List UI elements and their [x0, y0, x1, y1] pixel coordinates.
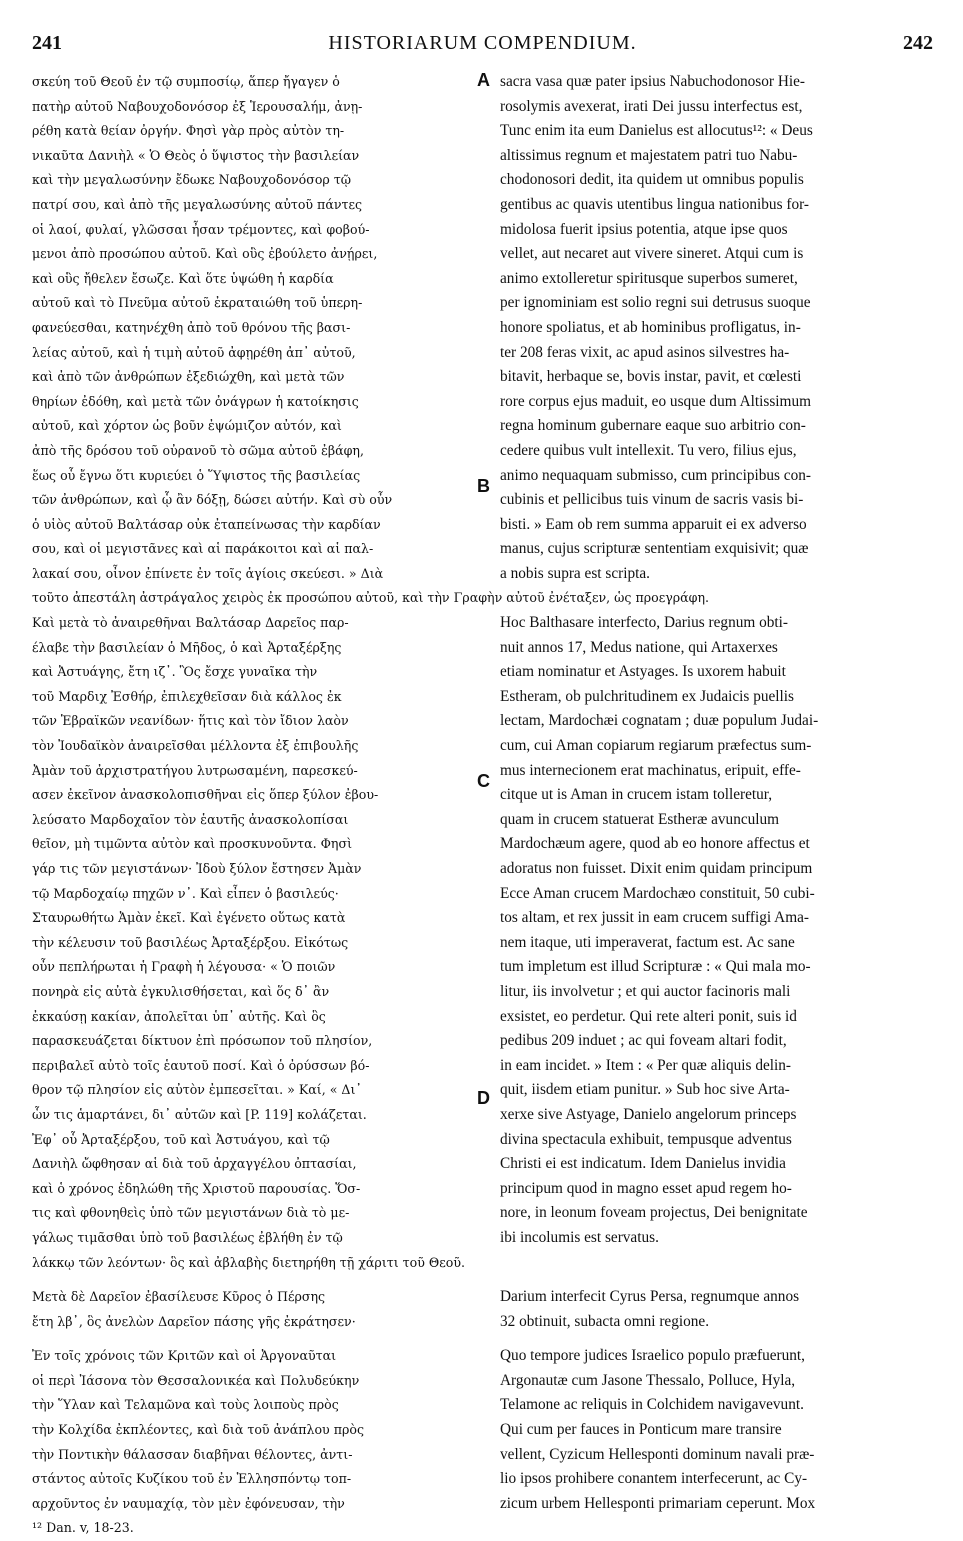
- text-line: etiam nominatur et Astyages. Is uxorem habuit: [500, 663, 786, 681]
- text-line: nuit annos 17, Medus natione, qui Artaxerxes: [500, 638, 778, 656]
- page-header: [32, 32, 933, 62]
- text-line: animo extolleretur spiritusque superbos sumeret,: [500, 269, 798, 287]
- left-page-number: 241: [32, 32, 62, 54]
- text-line: Hoc Balthasare interfecto, Darius regnum obti-: [500, 614, 788, 632]
- text-line: οὖν πεπλήρωται ἡ Γραφὴ ἡ λέγουσα· « Ὁ ποιῶν: [32, 959, 336, 975]
- text-line: sacra vasa quæ pater ipsius Nabuchodonosor Hie-: [500, 73, 806, 90]
- text-line: cubinis et pellicibus tuis vinum de sacris vasis bi-: [500, 491, 804, 509]
- text-line: gentibus ac quavis utentibus lingua nationibus for-: [500, 195, 809, 213]
- text-line: καὶ τὴν μεγαλωσύνην ἔδωκε Ναβουχοδονόσορ τῷ: [32, 172, 352, 188]
- text-line: Καὶ μετὰ τὸ ἀναιρεθῆναι Βαλτάσαρ Δαρεῖος παρ-: [32, 615, 349, 631]
- text-line: πατὴρ αὐτοῦ Ναβουχοδονόσορ ἐξ Ἱερουσαλήμ, ἀνῃ-: [32, 98, 363, 114]
- greek-paragraph-4: [32, 1344, 482, 1516]
- text-line: καὶ ὁ χρόνος ἐδηλώθη τῆς Χριστοῦ παρουσίας. Ὅσ-: [32, 1180, 361, 1196]
- text-line: Darium interfecit Cyrus Persa, regnumque annos: [500, 1288, 800, 1306]
- text-line: chodonosori dedit, ita quidem ut omnibus populis: [500, 171, 804, 189]
- text-line: xerxe sive Astyage, Danielo angelorum princeps: [500, 1105, 797, 1123]
- text-line: αὐτοῦ καὶ τὸ Πνεῦμα αὐτοῦ ἐκραταιώθη τοῦ ὑπερη-: [32, 295, 363, 311]
- text-line: nem itaque, uti imperaverat, factum est. Ac sane: [500, 933, 795, 951]
- text-line: ἐκκαύσῃ κακίαν, ἀπολεῖται ὑπ᾽ αὐτῆς. Καὶ ὃς: [32, 1008, 326, 1024]
- text-line: τὴν Ὕλαν καὶ Τελαμῶνα καὶ τοὺς λοιποὺς πρὸς: [32, 1397, 339, 1413]
- latin-paragraph-1: [500, 70, 932, 586]
- text-line: ασεν ἐκεῖνον ἀνασκολοπισθῆναι εἰς ὅπερ ξύλον ἐβου-: [32, 787, 379, 803]
- text-line: per ignominiam est solio regni sui detrusus suoque: [500, 294, 811, 312]
- text-line: θεῖον, μὴ τιμῶντα αὐτὸν καὶ προσκυνοῦντα. Φησὶ: [32, 836, 353, 852]
- text-line: bisti. » Eam ob rem summa apparuit ei ex adverso: [500, 515, 807, 533]
- text-line: αὐτοῦ, καὶ χόρτον ὡς βοῦν ἐψώμιζον αὐτόν, καὶ: [32, 418, 342, 434]
- text-line: adoratus non fuisset. Dixit enim quidam principum: [500, 860, 813, 877]
- text-line: pedibus 209 induet ; ac qui foveam altari fodit,: [500, 1032, 787, 1050]
- text-line: περιβαλεῖ αὐτὸ τοῖς ἑαυτοῦ ποσί. Καὶ ὁ ὀρύσσων βό-: [32, 1057, 370, 1073]
- text-line: Christi ei est indicatum. Idem Danielus invidia: [500, 1155, 786, 1173]
- text-line: τὴν Ποντικὴν θάλασσαν διαβῆναι θέλοντες, ἀντι-: [32, 1446, 353, 1462]
- text-line: τὸν Ἰουδαϊκὸν ἀναιρεῖσθαι μέλλοντα ἐξ ἐπιβουλῆς: [32, 738, 359, 754]
- text-line: rosolymis avexerat, irati Dei jussu interfectus est,: [500, 97, 803, 115]
- text-line: citque ut is Aman in crucem istam tolleretur,: [500, 786, 773, 804]
- latin-paragraph-2: [500, 611, 932, 1250]
- text-line: οἱ λαοί, φυλαί, γλῶσσαι ἦσαν τρέμοντες, καὶ φοβού-: [32, 221, 370, 237]
- text-line: 32 obtinuit, subacta omni regione.: [500, 1312, 710, 1330]
- text-line: Δανιὴλ ὤφθησαν αἱ διὰ τοῦ ἀρχαγγέλου ὀπτασίαι,: [32, 1156, 357, 1172]
- text-line: ρέθη κατὰ θείαν ὀργήν. Φησὶ γὰρ πρὸς αὐτὸν τη-: [32, 123, 345, 139]
- text-line: τὴν Κολχίδα ἐκπλέοντες, καὶ διὰ τοῦ ἀνάπλου πρὸς: [32, 1422, 365, 1438]
- text-line: a nobis supra est scripta.: [500, 564, 650, 582]
- text-line: ἔτη λβ᾽, ὃς ἀνελὼν Δαρεῖον πάσης γῆς ἐκράτησεν·: [32, 1313, 356, 1329]
- text-line: τῶν ἀνθρώπων, καὶ ᾧ ἂν δόξῃ, δώσει αὐτήν. Καὶ σὺ οὖν: [32, 492, 393, 508]
- text-line: cum, cui Aman copiarum regiarum præfectus sum-: [500, 737, 812, 755]
- text-line: τις καὶ φθονηθεὶς ὑπὸ τῶν μεγιστάνων διὰ τὸ με-: [32, 1205, 350, 1221]
- text-line: καὶ ἀπὸ τῶν ἀνθρώπων ἐξεδιώχθη, καὶ μετὰ τῶν: [32, 369, 345, 385]
- latin-paragraph-3: [500, 1285, 932, 1334]
- text-line: έλαβε τὴν βασιλείαν ὁ Μῆδος, ὁ καὶ Ἀρταξέρξης: [32, 639, 342, 655]
- text-line: vellet, aut necaret aut vivere sineret. Atqui cum is: [500, 245, 804, 263]
- text-line: Ecce Aman crucem Mardochæo constituit, 50 cubi-: [500, 884, 815, 902]
- text-line: Telamone ac reliquis in Colchidem navigavevunt.: [500, 1396, 804, 1414]
- text-line: παρασκευάζεται δίκτυον ἐπὶ πρόσωπον τοῦ πλησίον,: [32, 1033, 373, 1049]
- text-line: λακαί σου, οἶνον ἐπίνετε ἐν τοῖς ἁγίοις σκεύεσι. » Διὰ: [32, 565, 384, 581]
- text-line: zicum urbem Hellesponti primariam ceperunt. Mox: [500, 1494, 816, 1512]
- text-line: λάκκῳ τῶν λεόντων· ὃς καὶ ἀβλαβὴς διετηρήθη τῇ χάριτι τοῦ Θεοῦ.: [32, 1254, 465, 1270]
- text-line: vellent, Cyzicum Hellesponti dominum navali præ-: [500, 1445, 815, 1463]
- text-line: lectam, Mardochæi cognatam ; duæ populum Judai-: [500, 712, 819, 730]
- text-line: cedere quibus vult intellexit. Tu vero, filius ejus,: [500, 441, 797, 459]
- text-line: ter 208 feras vixit, ac apud asinos silvestres ha-: [500, 343, 790, 361]
- text-line: στάντος αὐτοῖς Κυζίκου τοῦ ἐν Ἑλλησπόντῳ τοπ-: [32, 1471, 352, 1487]
- text-line: honore spoliatus, et ab hominibus profligatus, in-: [500, 318, 801, 336]
- text-line: Mardochæum agere, quod ab eo honore affectus et: [500, 835, 810, 853]
- section-marker-a: A: [477, 70, 490, 90]
- text-line: litur, iis involvetur ; et qui auctor facinoris mali: [500, 982, 791, 1000]
- text-line: τοῦτο ἀπεστάλη ἀστράγαλος χειρὸς ἐκ προσώπου αὐτοῦ, καὶ τὴν Γραφὴν αὐτοῦ ἐνέταξεν, ὡς προεγράφη.: [32, 590, 710, 606]
- section-marker-b: B: [477, 476, 490, 496]
- text-line: γάλως τιμᾶσθαι ὑπὸ τοῦ βασιλέως ἐβλήθη ἐν τῷ: [32, 1229, 343, 1245]
- text-line: λείας αὐτοῦ, καὶ ἡ τιμὴ αὐτοῦ ἀφῃρέθη ἀπ᾽ αὐτοῦ,: [32, 344, 356, 360]
- text-line: Quo tempore judices Israelico populo præfuerunt,: [500, 1347, 806, 1365]
- text-line: οἱ περὶ Ἰάσονα τὸν Θεσσαλονικέα καὶ Πολυδεύκην: [32, 1372, 360, 1388]
- text-line: altissimus regnum et majestatem patri tuo Nabu-: [500, 146, 798, 164]
- text-line: regna hominum gubernare eaque suo arbitrio con-: [500, 417, 806, 435]
- text-line: ἕως οὗ ἔγνω ὅτι κυριεύει ὁ Ὕψιστος τῆς βασιλείας: [32, 467, 361, 483]
- text-line: τῶν Ἑβραϊκῶν νεανίδων· ἥτις καὶ τὸν ἴδιον λαὸν: [32, 713, 349, 729]
- text-line: ibi incolumis est servatus.: [500, 1228, 659, 1246]
- text-line: νικαῦτα Δανιὴλ « Ὁ Θεὸς ὁ ὕψιστος τὴν βασιλείαν: [32, 147, 360, 163]
- text-line: Ἐφ᾽ οὗ Ἀρταξέρξου, τοῦ καὶ Ἀστυάγου, καὶ τῷ: [32, 1131, 330, 1147]
- text-line: exsistet, eo perdetur. Qui rete alteri ponit, suis id: [500, 1007, 797, 1025]
- text-line: πονηρὰ εἰς αὐτὰ ἐγκυλισθήσεται, καὶ ὅς δ᾽ ἂν: [32, 983, 330, 999]
- text-line: manus, cujus scripturæ sententiam exquisivit; quæ: [500, 540, 809, 558]
- text-line: σου, καὶ οἱ μεγιστᾶνες καὶ αἱ παράκοιτοι καὶ αἱ παλ-: [32, 541, 374, 557]
- text-line: θηρίων ἐδόθη, καὶ μετὰ τῶν ὀνάγρων ἡ κατοίκησις: [32, 393, 359, 409]
- right-page-number: 242: [903, 32, 933, 54]
- text-line: Estheram, ob pulchritudinem ex Judaicis puellis: [500, 687, 794, 705]
- text-line: midolosa fuerit ipsius potentia, atque ipse quos: [500, 220, 788, 238]
- text-line: Σταυρωθήτω Ἀμὰν ἐκεῖ. Καὶ ἐγένετο οὕτως κατὰ: [32, 910, 346, 926]
- greek-paragraph-3: [32, 1285, 482, 1334]
- text-line: mus internecionem erat machinatus, eripuit, effe-: [500, 761, 801, 779]
- text-line: in eam incidet. » Item : « Per quæ aliquis delin-: [500, 1056, 792, 1074]
- text-line: tum impletum est illud Scripturæ : « Qui mala mo-: [500, 958, 811, 976]
- text-line: σκεύη τοῦ Θεοῦ ἐν τῷ συμποσίῳ, ἅπερ ἤγαγεν ὁ: [32, 74, 340, 89]
- text-line: Tunc enim ita eum Danielus est allocutus¹²: « Deus: [500, 122, 813, 140]
- text-line: Ἐν τοῖς χρόνοις τῶν Κριτῶν καὶ οἱ Ἀργοναῦται: [32, 1348, 337, 1364]
- text-line: λεύσατο Μαρδοχαῖον τὸν ἑαυτῆς ἀνασκολοπίσαι: [32, 811, 349, 827]
- running-title: HISTORIARUM COMPENDIUM.: [328, 32, 637, 54]
- text-line: ἀπὸ τῆς δρόσου τοῦ οὐρανοῦ τὸ σῶμα αὐτοῦ ἐβάφη,: [32, 442, 364, 458]
- latin-paragraph-4: [500, 1344, 932, 1516]
- text-line: principum quod in magno esset apud regem ho-: [500, 1179, 792, 1197]
- text-line: animo nequaquam submisso, cum principibus con-: [500, 466, 811, 484]
- text-line: καὶ Ἀστυάγης, ἔτη ιζ᾽. Ὃς ἔσχε γυναῖκα τὴν: [32, 664, 318, 680]
- text-line: τὴν κέλευσιν τοῦ βασιλέως Ἀρταξέρξου. Εἰκότως: [32, 934, 349, 950]
- text-line: μενοι ἀπὸ προσώπου αὐτοῦ. Καὶ οὓς ἐβούλετο ἀνῄρει,: [32, 246, 378, 262]
- text-line: πατρί σου, καὶ ἀπὸ τῆς μεγαλωσύνης αὐτοῦ πάντες: [32, 196, 363, 212]
- section-marker-c: C: [477, 771, 490, 791]
- latin-column: [500, 70, 932, 1516]
- text-line: Μετὰ δὲ Δαρεῖον ἐβασίλευσε Κῦρος ὁ Πέρσης: [32, 1289, 326, 1305]
- text-line: nore, in leonum foveam projectus, Dei benignitate: [500, 1204, 808, 1222]
- text-line: αρχοῦντος ἐν ναυμαχίᾳ, τὸν μὲν ἐφόνευσαν, τὴν: [32, 1495, 345, 1511]
- text-line: divina spectacula exhibuit, tempusque adventus: [500, 1130, 792, 1148]
- text-line: rore corpus ejus maduit, eo usque dum Altissimum: [500, 392, 812, 410]
- text-line: ὧν τις ἁμαρτάνει, δι᾽ αὐτῶν καὶ [P. 119] κολάζεται.: [32, 1106, 367, 1122]
- text-line: bitavit, herbaque se, bovis instar, pavit, et cœlesti: [500, 368, 802, 386]
- text-line: ὁ υἱὸς αὐτοῦ Βαλτάσαρ οὐκ ἐταπείνωσας τὴν καρδίαν: [32, 516, 381, 532]
- text-line: καὶ οὓς ἤθελεν ἔσωζε. Καὶ ὅτε ὑψώθη ἡ καρδία: [32, 270, 334, 286]
- greek-paragraph-2: [32, 611, 482, 1275]
- footnote: ¹² Dan. v, 18-23.: [32, 1520, 134, 1536]
- text-line: θρον τῷ πλησίον εἰς αὐτὸν ἐμπεσεῖται. » Καί, « Δι᾽: [32, 1082, 362, 1098]
- section-marker-d: D: [477, 1088, 490, 1108]
- text-line: γάρ τις τῶν μεγιστάνων· Ἰδοὺ ξύλον ἔστησεν Ἀμὰν: [32, 861, 362, 876]
- text-line: quit, iisdem etiam punitur. » Sub hoc sive Arta-: [500, 1081, 790, 1099]
- text-line: lio ipsos prohibere conantem interfecerunt, ac Cy-: [500, 1470, 808, 1488]
- text-line: Ἀμὰν τοῦ ἀρχιστρατήγου λυτρωσαμένη, παρεσκεύ-: [32, 762, 358, 778]
- text-line: tos altam, et rex jussit in eam crucem suffigi Ama-: [500, 909, 809, 927]
- text-line: quam in crucem statuerat Estheræ avunculum: [500, 810, 780, 828]
- text-line: τοῦ Μαρδιχ Ἐσθήρ, ἐπιλεχθεῖσαν διὰ κάλλος ἐκ: [32, 688, 342, 704]
- text-line: Argonautæ cum Jasone Thessalo, Polluce, Hyla,: [500, 1371, 796, 1389]
- text-line: φανεύεσθαι, κατηνέχθη ἀπὸ τοῦ θρόνου τῆς βασι-: [32, 319, 351, 335]
- text-line: τῷ Μαρδοχαίῳ πηχῶν ν᾽. Καὶ εἶπεν ὁ βασιλεύς·: [32, 885, 339, 901]
- text-line: Qui cum per fauces in Ponticum mare transire: [500, 1421, 782, 1439]
